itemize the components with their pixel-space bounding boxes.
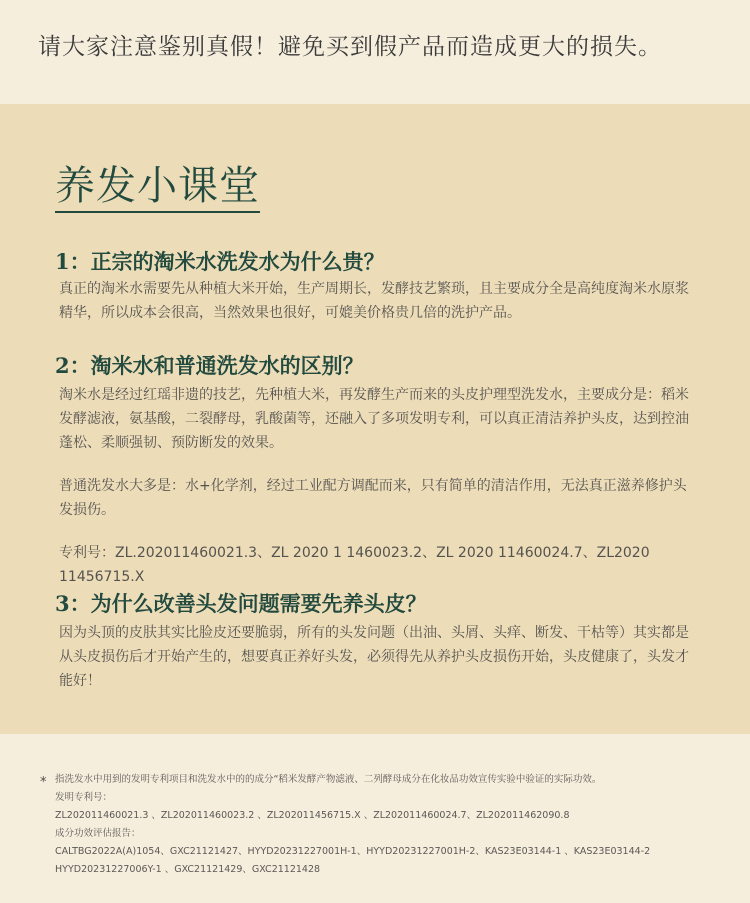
footnote-line-6: HYYD20231227006Y-1 、GXC21121429、GXC21121428 bbox=[55, 864, 321, 875]
question-2-comparison: 普通洗发水大多是：水+化学剂，经过工业配方调配而来，只有简单的清洁作用，无法真正滋养修护头发损伤。 bbox=[59, 478, 687, 518]
footnote-line-2: 发明专利号： bbox=[55, 792, 113, 803]
warning-text: 请大家注意鉴别真假！避免买到假产品而造成更大的损失。 bbox=[38, 34, 662, 60]
question-2-answer: 淘米水是经过红瑶非遗的技艺，先种植大米，再发酵生产而来的头皮护理型洗发水，主要成分是：稻米发酵滤液，氨基酸，二裂酵母，乳酸菌等，还融入了多项发明专利，可以真正清洁养护头皮，达到控油蓬松、柔顺强韧、预防断发的效果。 bbox=[59, 387, 689, 451]
top-warning-banner bbox=[0, 0, 750, 104]
footnote-line-5: CALTBG2022A(A)1054、GXC21121427、HYYD20231227001H-1、HYYD20231227001H-2、KAS23E03144-1 、KAS23E03144-2 bbox=[55, 846, 651, 857]
title-underline bbox=[55, 211, 260, 213]
question-1-answer: 真正的淘米水需要先从种植大米开始，生产周期长，发酵技艺繁琐，且主要成分全是高纯度淘米水原浆精华，所以成本会很高，当然效果也很好，可媲美价格贵几倍的洗护产品。 bbox=[59, 281, 689, 321]
footnote-line-3: ZL202011460021.3 、ZL202011460023.2 、ZL202011456715.X 、ZL202011460024.7、ZL202011462090.8 bbox=[55, 810, 570, 821]
question-1-heading: 1：正宗的淘米水洗发水为什么贵？ bbox=[55, 249, 385, 274]
patent-numbers: 专利号：ZL.202011460021.3、ZL 2020 1 1460023.2、ZL 2020 11460024.7、ZL2020 11456715.X bbox=[59, 545, 650, 585]
footnote-line-4: 成分功效评估报告： bbox=[55, 828, 141, 839]
question-3-answer: 因为头顶的皮肤其实比脸皮还要脆弱，所有的头发问题（出油、头屑、头痒、断发、干枯等）其实都是从头皮损伤后才开始产生的，想要真正养好头发，必须得先从养护头皮损伤开始，头皮健康了，头发才能好！ bbox=[59, 625, 689, 689]
question-3-heading: 3：为什么改善头发问题需要先养头皮？ bbox=[55, 591, 427, 616]
footnote-line-1: 指洗发水中用到的发明专利项目和洗发水中的的成分“稻米发酵产物滤液、二列酵母成分在化妆品功效宣传实验中验证的实际功效。 bbox=[55, 774, 602, 785]
footnote-star: * bbox=[40, 775, 47, 790]
question-2-heading: 2：淘米水和普通洗发水的区别？ bbox=[55, 353, 364, 378]
course-title: 养发小课堂 bbox=[55, 163, 260, 209]
